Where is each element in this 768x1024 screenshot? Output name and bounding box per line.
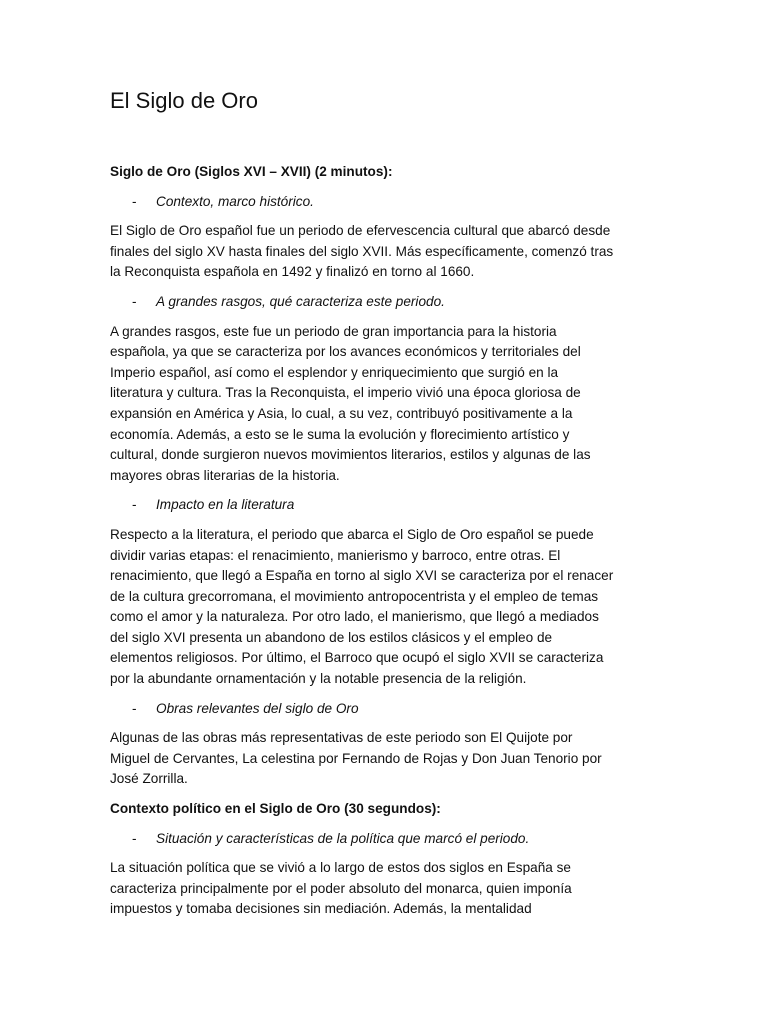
paragraph: [110, 221, 662, 283]
paragraph-line: por la abundante ornamentación y la notable presencia de la religión.: [110, 671, 527, 687]
section-heading: Siglo de Oro (Siglos XVI – XVII) (2 minutos):: [110, 164, 393, 179]
paragraph-line: Algunas de las obras más representativas de este periodo son El Quijote por: [110, 730, 573, 746]
section-siglo-de-oro: [110, 162, 662, 790]
paragraph-line: José Zorrilla.: [110, 771, 188, 787]
paragraph-line: cultural, donde surgieron nuevos movimientos literarios, estilos y algunas de las: [110, 447, 591, 463]
paragraph-line: renacimiento, que llegó a España en torno al siglo XVI se caracteriza por el renacer: [110, 568, 614, 584]
bullet-marker: -: [132, 700, 137, 716]
paragraph: [110, 525, 662, 690]
paragraph-line: Imperio español, así como el esplendor y enriquecimiento que surgió en la: [110, 364, 559, 380]
bullet-text: Obras relevantes del siglo de Oro: [156, 700, 359, 716]
paragraph-line: de la cultura grecorromana, el movimiento antropocentrista y el empleo de temas: [110, 588, 599, 604]
paragraph: [110, 322, 662, 487]
paragraph-line: Miguel de Cervantes, La celestina por Fernando de Rojas y Don Juan Tenorio por: [110, 750, 602, 766]
bullet-marker: -: [132, 193, 137, 209]
bullet-item: [110, 829, 662, 850]
paragraph-line: elementos religiosos. Por último, el Barroco que ocupó el siglo XVII se caracteriza: [110, 650, 604, 666]
paragraph-line: dividir varias etapas: el renacimiento, manierismo y barroco, entre otras. El: [110, 547, 561, 563]
bullet-text: Situación y características de la política que marcó el periodo.: [156, 830, 530, 846]
document-content: [110, 86, 662, 929]
document-title: El Siglo de Oro: [110, 88, 258, 113]
paragraph-line: economía. Además, a esto se le suma la evolución y florecimiento artístico y: [110, 426, 570, 442]
paragraph-line: La situación política que se vivió a lo largo de estos dos siglos en España se: [110, 860, 571, 876]
bullet-marker: -: [132, 830, 137, 846]
paragraph-line: impuestos y tomaba decisiones sin mediación. Además, la mentalidad: [110, 901, 532, 917]
bullet-text: A grandes rasgos, qué caracteriza este periodo.: [156, 293, 445, 309]
paragraph-line: mayores obras literarias de la historia.: [110, 467, 340, 483]
bullet-text: Contexto, marco histórico.: [156, 193, 314, 209]
paragraph-line: del siglo XVI presenta un abandono de los estilos clásicos y el empleo de: [110, 629, 553, 645]
paragraph-line: la Reconquista española en 1492 y finalizó en torno al 1660.: [110, 264, 475, 280]
paragraph-line: finales del siglo XV hasta finales del siglo XVII. Más específicamente, comenzó tras: [110, 243, 614, 259]
paragraph-line: expansión en América y Asia, lo cual, a su vez, contribuyó positivamente a la: [110, 405, 573, 421]
bullet-item: [110, 192, 662, 213]
bullet-text: Impacto en la literatura: [156, 497, 295, 513]
paragraph-line: como el amor y la naturaleza. Por otro lado, el manierismo, que llegó a mediados: [110, 609, 599, 625]
paragraph-line: Respecto a la literatura, el periodo que abarca el Siglo de Oro español se puede: [110, 526, 594, 542]
paragraph-line: El Siglo de Oro español fue un periodo de efervescencia cultural que abarcó desde: [110, 223, 611, 239]
section-contexto-politico: [110, 799, 662, 920]
paragraph-line: literatura y cultura. Tras la Reconquista, el imperio vivió una época gloriosa de: [110, 385, 581, 401]
bullet-item: [110, 699, 662, 720]
bullet-marker: -: [132, 497, 137, 513]
paragraph: [110, 858, 662, 920]
section-heading: Contexto político en el Siglo de Oro (30 segundos):: [110, 801, 441, 817]
paragraph-line: española, ya que se caracteriza por los avances económicos y territoriales del: [110, 344, 581, 360]
bullet-marker: -: [132, 293, 137, 309]
bullet-item: [110, 495, 662, 516]
paragraph-line: caracteriza principalmente por el poder absoluto del monarca, quien imponía: [110, 880, 572, 896]
paragraph: [110, 728, 662, 790]
paragraph-line: A grandes rasgos, este fue un periodo de gran importancia para la historia: [110, 323, 557, 339]
bullet-item: [110, 292, 662, 313]
